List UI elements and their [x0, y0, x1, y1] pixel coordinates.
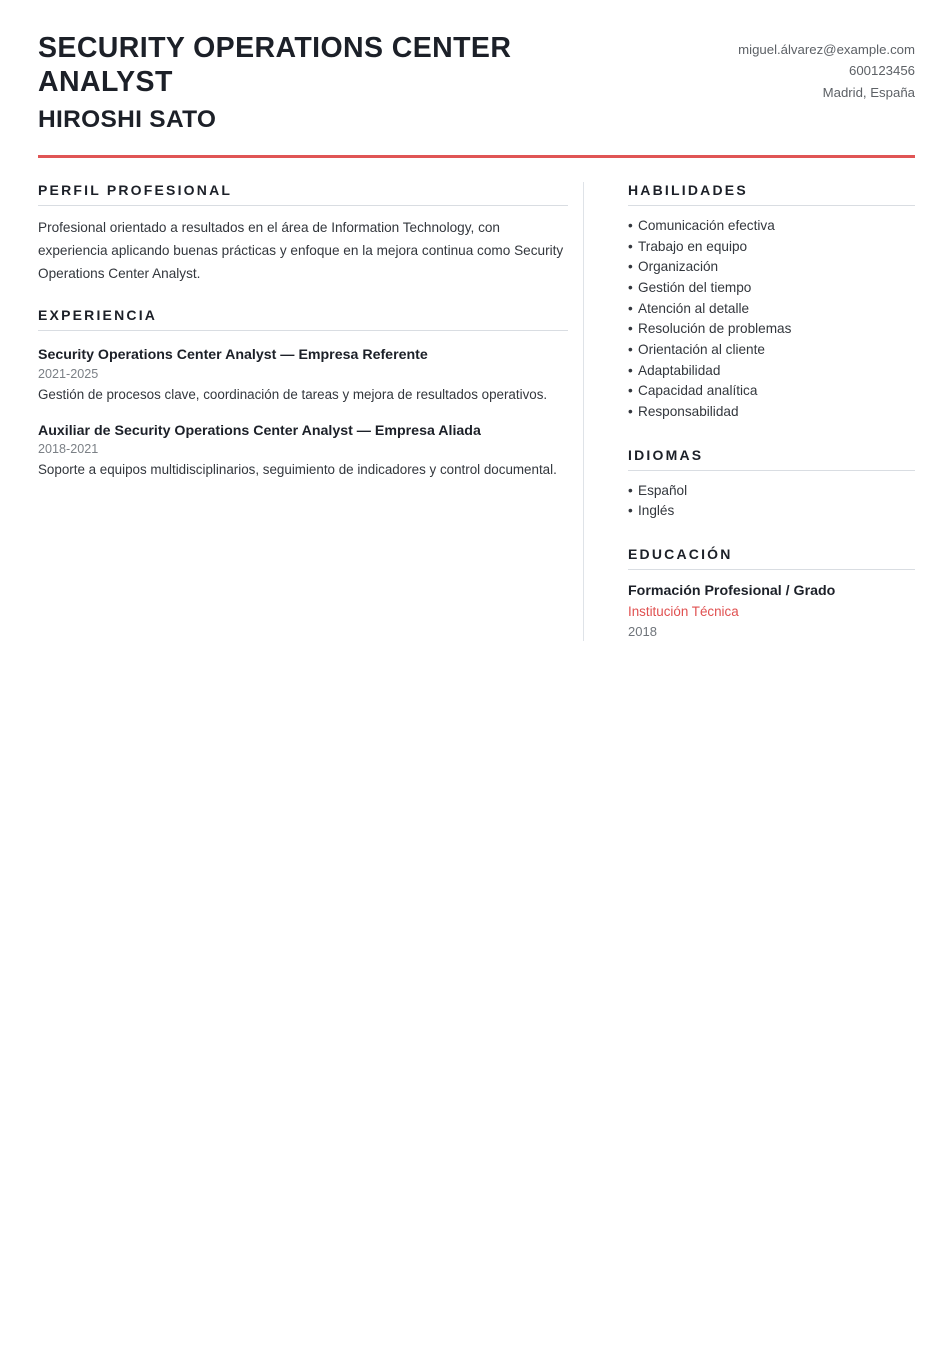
education-degree: Formación Profesional / Grado — [628, 582, 836, 599]
skill-label: Capacidad analítica — [638, 383, 758, 399]
experience-role: Security Operations Center Analyst — Empresa Referente — [38, 347, 428, 364]
skill-label: Organización — [638, 259, 719, 275]
left-column — [38, 182, 568, 482]
resume-header — [38, 32, 915, 135]
education-item — [628, 582, 915, 641]
contact-block — [738, 32, 915, 103]
resume-body — [38, 182, 915, 641]
list-item — [628, 501, 915, 522]
skill-label: Trabajo en equipo — [638, 238, 748, 254]
list-item — [628, 319, 915, 340]
candidate-name: HIROSHI SATO — [38, 106, 217, 134]
right-column — [628, 182, 915, 641]
column-divider — [583, 182, 584, 641]
bullet-icon: • — [628, 362, 633, 378]
skill-label: Gestión del tiempo — [638, 279, 752, 295]
bullet-icon: • — [628, 341, 633, 357]
skill-label: Resolución de problemas — [638, 321, 792, 337]
list-item — [628, 237, 915, 258]
skills-list — [628, 216, 915, 423]
education-heading: EDUCACIÓN — [628, 546, 915, 570]
education-institution: Institución Técnica — [628, 603, 739, 619]
bullet-icon: • — [628, 259, 633, 275]
header-accent-rule — [38, 155, 915, 158]
list-item — [628, 278, 915, 299]
bullet-icon: • — [628, 383, 633, 399]
bullet-icon: • — [628, 403, 633, 419]
education-year: 2018 — [628, 623, 657, 639]
section-profile — [38, 182, 568, 285]
section-education — [628, 546, 915, 641]
bullet-icon: • — [628, 503, 633, 519]
list-item — [628, 216, 915, 237]
section-skills — [628, 182, 915, 423]
list-item — [628, 361, 915, 382]
languages-heading: IDIOMAS — [628, 447, 915, 471]
experience-description: Soporte a equipos multidisciplinarios, seguimiento de indicadores y control documental. — [38, 462, 557, 478]
experience-item — [38, 346, 568, 406]
bullet-icon: • — [628, 482, 633, 498]
page-title: SECURITY OPERATIONS CENTER ANALYST — [38, 32, 512, 98]
list-item — [628, 402, 915, 423]
skill-label: Orientación al cliente — [638, 341, 765, 357]
language-label: Inglés — [638, 503, 675, 519]
experience-description: Gestión de procesos clave, coordinación de tareas y mejora de resultados operativos. — [38, 387, 548, 403]
bullet-icon: • — [628, 279, 633, 295]
list-item — [628, 257, 915, 278]
list-item — [628, 481, 915, 502]
list-item — [628, 340, 915, 361]
contact-phone[interactable]: 600123456 — [848, 63, 915, 79]
profile-heading: PERFIL PROFESIONAL — [38, 182, 568, 206]
profile-summary: Profesional orientado a resultados en el área de Information Technology, con experiencia aplicando buenas prácticas y enfoque en la mejora continua como Security Operations Center Analyst. — [38, 220, 564, 281]
language-label: Español — [638, 482, 688, 498]
header-identity — [38, 32, 613, 135]
bullet-icon: • — [628, 238, 633, 254]
section-languages — [628, 447, 915, 522]
bullet-icon: • — [628, 321, 633, 337]
bullet-icon: • — [628, 300, 633, 316]
experience-heading: EXPERIENCIA — [38, 307, 568, 331]
skills-heading: HABILIDADES — [628, 182, 915, 206]
skill-label: Atención al detalle — [638, 300, 750, 316]
list-item — [628, 381, 915, 402]
experience-item — [38, 422, 568, 482]
bullet-icon: • — [628, 218, 633, 233]
skill-label: Comunicación efectiva — [638, 218, 775, 233]
experience-dates: 2018-2021 — [38, 442, 99, 456]
skill-label: Responsabilidad — [638, 403, 739, 419]
contact-location: Madrid, España — [822, 84, 915, 100]
experience-dates: 2021-2025 — [38, 366, 99, 381]
experience-role: Auxiliar de Security Operations Center Analyst — Empresa Aliada — [38, 422, 481, 439]
contact-email[interactable]: miguel.álvarez@example.com — [738, 42, 915, 57]
section-experience — [38, 307, 568, 481]
experience-list — [38, 346, 568, 481]
languages-list — [628, 481, 915, 522]
list-item — [628, 299, 915, 320]
skill-label: Adaptabilidad — [638, 362, 721, 378]
